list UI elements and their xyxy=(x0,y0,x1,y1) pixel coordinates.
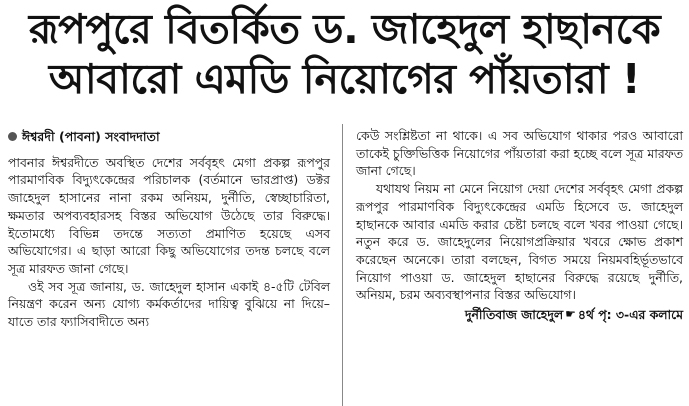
paragraph: পাবনার ঈশ্বরদীতে অবস্থিত দেশের সর্ববৃহৎ মেগা প্রকল্প রূপপুর পারমাণবিক বিদ্যুৎকেন্দ্রের পরিচালক (বর্তমানে ভারপ্রাপ্ত) ডক্টর জাহেদুল হাসানের নানা রকম অনিয়ম, দুর্নীতি, স্বেচ্ছাচারিতা, ক্ষমতার অপব্যবহারসহ বিস্তর অভিযোগ উঠেছে তার বিরুদ্ধে। ইতোমধ্যে বিভিন্ন তদন্তে সত্যতা প্রমাণিত হয়েছে এসব অভিযোগের। এ ছাড়া আরো কিছু অভিযোগের তদন্ত চলছে বলে সূত্র মারফত জানা গেছে। xyxy=(8,154,330,276)
bullet-icon xyxy=(8,132,17,141)
headline-line-1: রূপপুরে বিতর্কিত ড. জাহেদুল হাছানকে xyxy=(28,5,661,53)
continuation-line xyxy=(356,306,683,324)
continuation-page-ref: ৪র্থ পৃ: ৩-এর কলামে xyxy=(577,307,683,323)
left-column xyxy=(8,128,330,331)
pointing-hand-icon: ☛ xyxy=(565,307,576,322)
headline xyxy=(0,4,689,104)
byline xyxy=(8,128,330,146)
headline-line-2: আবারো এমডি নিয়োগের পাঁয়তারা ! xyxy=(48,55,641,103)
paragraph: যথাযথ নিয়ম না মেনে নিয়োগ দেয়া দেশের সর্ববৃহৎ মেগা প্রকল্প রূপপুর পারমাণবিক বিদ্যুৎকেন্দ্রের এমডি হিসেবে ড. জাহেদুল হাছানকে আবার এমডি করার চেষ্টা চলছে বলে খবর পাওয়া গেছে। নতুন করে ড. জাহেদুলের নিয়োগপ্রক্রিয়ার খবরে ক্ষোভ প্রকাশ করেছেন অনেকে। তারা বলছেন, বিগত সময়ে নিয়মবহির্ভূতভাবে নিয়োগ পাওয়া ড. জাহেদুল হাছানের বিরুদ্ধে রয়েছে দুর্নীতি, অনিয়ম, চরম অব্যবস্থাপনার বিস্তর অভিযোগ। xyxy=(356,181,683,303)
byline-text: ঈশ্বরদী (পাবনা) সংবাদদাতা xyxy=(22,129,160,144)
continuation-label: দুর্নীতিবাজ জাহেদুল xyxy=(464,307,564,323)
column-divider xyxy=(342,124,343,406)
right-column xyxy=(356,127,683,324)
paragraph: কেউ সংশ্লিষ্টতা না থাকে। এ সব অভিযোগ থাকার পরও আবারো তাকেই চুক্তিভিত্তিক নিয়োগের পাঁয়তারা করা হচ্ছে বলে সূত্র মারফত জানা গেছে। xyxy=(356,128,683,179)
paragraph: ওই সব সূত্র জানায়, ড. জাহেদুল হাসান একাই ৪-৫টি টেবিল নিয়ন্ত্রণ করেন অন্য যোগ্য কর্মকর্তাদের দায়িত্ব বুঝিয়ে না দিয়ে– যাতে তার ফ্যাসিবাদীতে অন্য xyxy=(8,278,330,330)
